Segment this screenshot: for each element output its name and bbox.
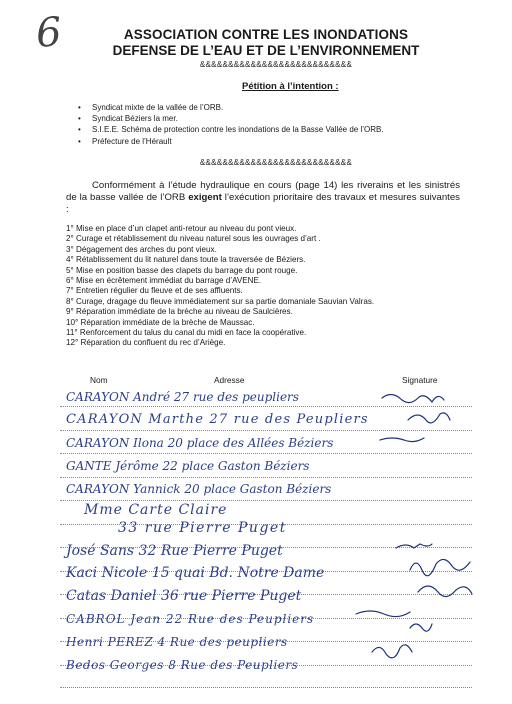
page-number-handwritten: 6 xyxy=(34,9,64,57)
recipient-item: • Syndicat mixte de la vallée de l’ORB. xyxy=(92,102,384,113)
signature-scribble xyxy=(396,544,432,548)
request-item: 4° Rétablissement du lit naturel dans toute la traversée de Béziers. xyxy=(66,255,306,265)
signature-scribble xyxy=(356,611,410,617)
request-item: 6° Mise en écrêtement immédiat du barrage d’AVENE. xyxy=(66,276,262,286)
petition-heading: Pétition à l’intention : xyxy=(242,81,339,92)
signature-scribble xyxy=(372,645,412,658)
signatory-entry: CARAYON Yannick 20 place Gaston Béziers xyxy=(66,482,332,496)
signature-scribble xyxy=(410,624,432,631)
association-title-line1: ASSOCIATION CONTRE LES INONDATIONS xyxy=(123,27,409,42)
signatory-entry: 33 rue Pierre Puget xyxy=(118,520,287,536)
signatory-entry: GANTE Jérôme 22 place Gaston Béziers xyxy=(66,459,310,473)
signatory-entry: Catas Daniel 36 rue Pierre Puget xyxy=(66,588,302,604)
request-item: 7° Entretien régulier du fleuve et de ses affluents. xyxy=(66,286,243,296)
signatory-entry: CARAYON André 27 rue des peupliers xyxy=(66,390,299,404)
recipient-item: • Syndicat Béziers la mer. xyxy=(92,113,384,124)
request-item: 12° Réparation du confluent du rec d’Ariège. xyxy=(66,338,226,348)
column-header-name: Nom xyxy=(90,375,108,385)
intro-text-end: l’exécution prioritaire des travaux et mesures suivantes : xyxy=(66,192,460,215)
column-header-address: Adresse xyxy=(214,375,245,385)
signatory-entry: CABROL Jean 22 Rue des Peupliers xyxy=(66,612,315,626)
association-title-line2: DEFENSE DE L’EAU ET DE L’ENVIRONNEMENT xyxy=(112,43,420,58)
request-item: 3° Dégagement des arches du pont vieux. xyxy=(66,244,217,254)
signatory-entry: Mme Carte Claire xyxy=(84,502,228,518)
signatory-entry: CARAYON Ilona 20 place des Allées Béziers xyxy=(66,436,334,450)
recipient-item: • Préfecture de l’Hérault xyxy=(92,136,384,147)
request-item: 8° Curage, dragage du fleuve immédiatement sur sa partie domaniale Sauvian Valras. xyxy=(66,296,375,306)
request-item: 2° Curage et rétablissement du niveau naturel sous les ouvrages d’art . xyxy=(66,234,321,244)
recipient-item: • S.I.E.E. Schéma de protection contre les inondations de la Basse Vallée de l’ORB. xyxy=(92,124,384,135)
request-item: 11° Renforcement du talus du canal du midi en face la coopérative. xyxy=(66,328,307,338)
signature-scribble xyxy=(408,413,450,423)
request-item: 5° Mise en position basse des clapets du barrage du pont rouge. xyxy=(66,265,298,275)
intro-emphasis: exigent xyxy=(188,192,222,203)
signatory-entry: Henri PEREZ 4 Rue des peupliers xyxy=(66,635,288,649)
column-header-signature: Signature xyxy=(402,375,438,385)
signature-scribble xyxy=(382,394,444,402)
separator-ampersands-top: &&&&&&&&&&&&&&&&&&&&&&&&&&& xyxy=(199,60,353,69)
signatory-entry: Bedos Georges 8 Rue des Peupliers xyxy=(66,658,299,672)
signatory-entry: CARAYON Marthe 27 rue des Peupliers xyxy=(66,412,369,427)
signature-scribble xyxy=(410,559,470,575)
separator-ampersands-middle: &&&&&&&&&&&&&&&&&&&&&&&&&&& xyxy=(199,158,353,167)
request-item: 10° Réparation immédiate de la brèche de Maussac. xyxy=(66,317,255,327)
request-item: 9° Réparation immédiate de la brèche au niveau de Saulcières. xyxy=(66,307,293,317)
signatory-entry: José Sans 32 Rue Pierre Puget xyxy=(66,543,283,559)
signature-scribble xyxy=(418,586,472,597)
signature-scribble xyxy=(380,438,424,442)
signatory-entry: Kaci Nicole 15 quai Bd. Notre Dame xyxy=(66,565,325,581)
request-item: 1° Mise en place d’un clapet anti-retour au niveau du pont vieux. xyxy=(66,224,297,233)
intro-text-start: Conformément à l’étude hydraulique en cours (page 14) les riverains et les sinistrés de la basse vallée de l’ORB xyxy=(66,180,460,203)
